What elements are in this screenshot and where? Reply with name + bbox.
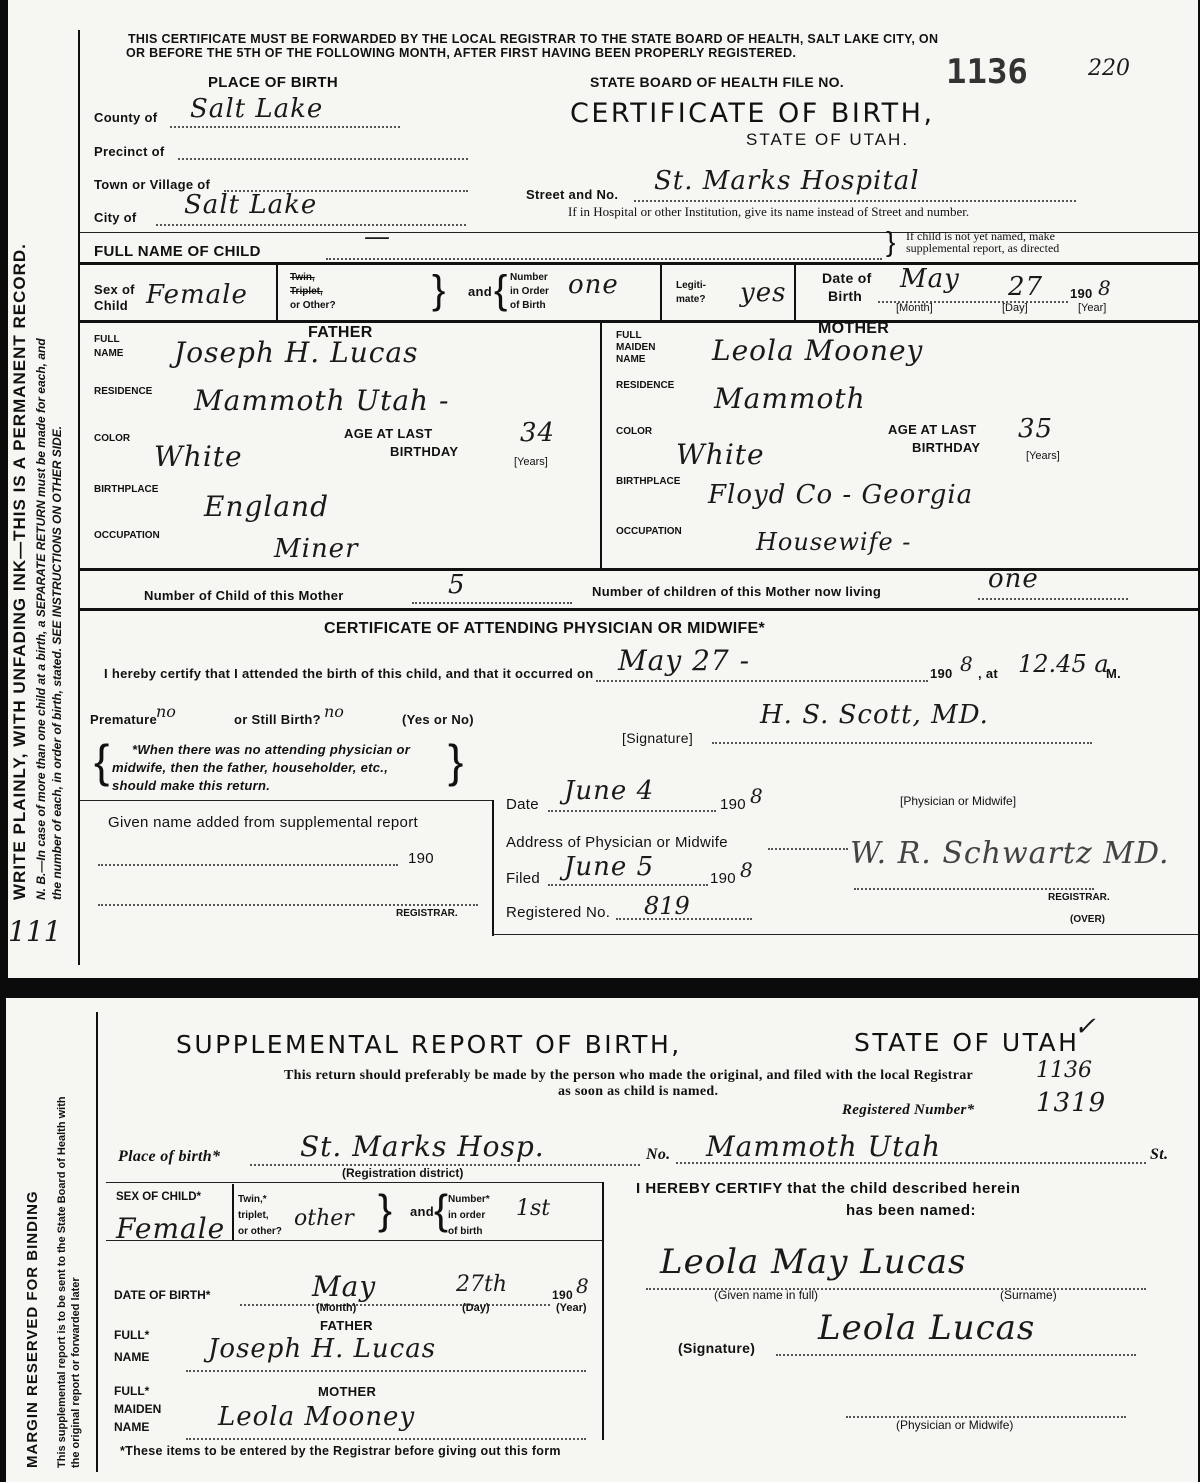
physician-heading: CERTIFICATE OF ATTENDING PHYSICIAN OR MIDWIFE* [324,620,766,637]
place-value: St. Marks Hosp. [300,1130,545,1163]
corner-mark: 111 [8,915,62,948]
check-mark: ✓ [1074,1012,1097,1042]
father-heading: FATHER [308,324,373,341]
dob-month-label: [Month] [896,302,933,314]
sup-order-value: 1st [516,1196,551,1221]
sup-twin-value: other [294,1206,354,1231]
precinct-label: Precinct of [94,144,165,159]
street-label: Street and No. [526,187,619,202]
hospital-note: If in Hospital or other Institution, give its name instead of Street and number. [568,204,970,219]
supplemental-file-number: 1136 [1036,1058,1092,1083]
filed-year: 8 [740,858,753,882]
sup-sex-label: SEX OF CHILD* [116,1191,201,1203]
place-label: Place of birth* [118,1148,221,1165]
father-age-label-1: AGE AT LAST [344,426,433,441]
father-color: White [154,440,243,473]
given-name-value: Leola May Lucas [660,1242,967,1282]
side-instruction-ink: WRITE PLAINLY, WITH UNFADING INK—THIS IS A PERMANENT RECORD. [10,243,29,900]
mother-birthplace: Floyd Co - Georgia [708,480,974,510]
dob-day: 27 [1008,272,1044,302]
side-instruction-nb-1: N. B.—In case of more than one child at a birth, a SEPARATE RETURN must be made for each, and [34,338,48,900]
sup-and-label: and [410,1204,435,1219]
premature-label: Premature [90,712,158,727]
sup-twin-brace: } [378,1186,393,1233]
father-name: Joseph H. Lucas [174,336,419,369]
order-label-1: Number [510,272,548,283]
still-birth-label: or Still Birth? [234,712,321,727]
dob-label-2: Birth [828,288,863,304]
father-color-label: COLOR [94,433,131,444]
side-margin-binding: MARGIN RESERVED FOR BINDING [24,1190,41,1468]
legit-label-2: mate? [676,294,706,305]
file-no-label: STATE BOARD OF HEALTH FILE NO. [590,74,844,90]
father-full-label: FULL [94,334,120,345]
mother-name-label: NAME [616,354,646,365]
father-birthplace-label: BIRTHPLACE [94,484,159,495]
full-name-value: — [364,222,391,252]
occurred-date: May 27 - [618,644,751,677]
father-occupation: Miner [274,534,359,564]
side-instruction-nb-2: the number of each, in order of birth, stated. SEE INSTRUCTIONS ON OTHER SIDE. [50,425,64,900]
sup-mother-full-label: FULL* [114,1384,150,1398]
surname-label: (Surname) [1000,1288,1057,1302]
mother-age-label-1: AGE AT LAST [888,422,977,437]
twin-label-2: Triplet, [290,286,323,297]
sup-physician-label: (Physician or Midwife) [896,1418,1014,1432]
sex-label-1: Sex of [94,282,135,297]
legit-label-1: Legiti- [676,280,706,291]
dob-year-label: [Year] [1078,302,1107,314]
dob-year-prefix: 190 [1070,286,1093,301]
father-occupation-label: OCCUPATION [94,530,160,541]
street-value: St. Marks Hospital [654,166,920,196]
date-year: 8 [750,784,763,808]
sup-twin-2: triplet, [238,1210,269,1221]
twin-brace: } [432,268,446,312]
registered-number-label: Registered Number* [842,1102,975,1118]
sup-mother-heading: MOTHER [318,1384,377,1399]
sup-twin-1: Twin,* [238,1194,267,1205]
num-living-label: Number of children of this Mother now living [592,584,882,599]
sup-order-3: of birth [448,1226,483,1237]
twin-label-3: or Other? [290,300,336,311]
supplemental-footer: *These items to be entered by the Registrar before giving out this form [120,1444,561,1458]
still-birth-value: no [324,702,344,721]
order-brace: { [494,268,508,312]
mother-residence-label: RESIDENCE [616,380,675,391]
dob-day-label: [Day] [1002,302,1028,314]
sex-label-2: Child [94,298,128,313]
sup-order-brace: { [434,1186,449,1233]
sup-father-heading: FATHER [320,1318,373,1333]
mother-years-label: [Years] [1026,450,1060,462]
mother-age: 35 [1018,414,1054,444]
not-named-note-1: If child is not yet named, make [906,229,1055,243]
yes-no-label: (Yes or No) [402,712,474,727]
place-of-birth-heading: PLACE OF BIRTH [208,74,339,91]
st-label: St. [1150,1146,1169,1163]
full-name-label: FULL NAME OF CHILD [94,243,261,260]
sup-mother-maiden-label: MAIDEN [114,1402,162,1416]
note-line-2: midwife, then the father, householder, etc., [112,760,389,775]
town-label: Town or Village of [94,177,211,192]
registered-number-value: 1319 [1036,1088,1107,1118]
registered-label: Registered No. [506,904,611,921]
mother-occupation-label: OCCUPATION [616,526,682,537]
num-child-value: 5 [448,570,466,600]
note-brace-left: { [94,735,110,787]
address-label: Address of Physician or Midwife [506,834,728,851]
date-label: Date [506,796,539,813]
sup-dob-year: 8 [576,1274,589,1298]
registered-value: 819 [644,892,690,920]
legit-value: yes [740,278,787,308]
note-line-3: should make this return. [112,778,271,793]
sup-dob-day: 27th [456,1272,508,1297]
sup-dob-year-prefix: 190 [552,1288,573,1302]
given-added-label: Given name added from supplemental report [108,814,418,831]
order-label-3: of Birth [510,300,546,311]
mother-residence: Mammoth [714,382,866,415]
dob-year: 8 [1098,276,1111,300]
no-value: Mammoth Utah [706,1130,942,1163]
mother-color: White [676,438,765,471]
given-name-label: (Given name in full) [714,1288,819,1302]
side-note-2: the original report or forwarded later [70,1277,82,1468]
sup-dob-month: May [312,1270,377,1303]
dob-label-1: Date of [822,270,872,286]
not-named-note-2: supplemental report, as directed [906,241,1060,255]
sup-signature-value: Leola Lucas [818,1308,1036,1348]
father-age-label-2: BIRTHDAY [390,444,459,459]
sup-signature-label: (Signature) [678,1340,756,1356]
filed-value: June 5 [564,852,655,882]
father-years-label: [Years] [514,456,548,468]
time-value: 12.45 a [1018,650,1109,678]
father-birthplace: England [204,490,330,523]
sup-dob-label: DATE OF BIRTH* [114,1288,211,1302]
occurred-year: 8 [960,652,973,676]
county-value: Salt Lake [190,94,324,124]
father-name-label: NAME [94,348,124,359]
num-child-label: Number of Child of this Mother [144,588,344,603]
city-label: City of [94,210,137,225]
sup-mother-name-label: NAME [114,1420,150,1434]
city-value: Salt Lake [184,190,318,220]
county-label: County of [94,110,158,125]
mother-heading: MOTHER [818,320,890,337]
m-label: M. [1106,666,1122,681]
father-residence: Mammoth Utah - [194,384,450,417]
left-border [78,30,80,965]
order-value: one [568,270,619,300]
brace-name: } [886,226,896,257]
registrar-signature: W. R. Schwartz MD. [850,836,1170,871]
registrar-label-right: REGISTRAR. [1048,892,1110,903]
mother-occupation: Housewife - [756,528,912,556]
sex-value: Female [146,280,248,310]
signature-label: [Signature] [622,730,694,746]
mother-age-label-2: BIRTHDAY [912,440,981,455]
occurred-year-prefix: 190 [930,666,953,681]
certify-text: I hereby certify that I attended the birth of this child, and that it occurred on [104,666,594,681]
over-label: (OVER) [1070,914,1105,925]
num-living-value: one [988,564,1039,594]
note-line-1: *When there was no attending physician or [132,742,411,757]
mother-color-label: COLOR [616,426,653,437]
date-value: June 4 [564,776,655,806]
sup-month-label: (Month) [316,1302,357,1314]
given-190: 190 [408,850,434,867]
mother-full-label: FULL [616,330,642,341]
dob-month: May [900,264,960,294]
father-age: 34 [520,418,556,448]
sup-father-name-label: NAME [114,1350,150,1364]
supplemental-state: STATE OF UTAH [854,1028,1080,1057]
certificate-subtitle: STATE OF UTAH. [746,130,910,149]
registration-district-label: (Registration district) [342,1166,464,1180]
sup-twin-3: or other? [238,1226,282,1237]
mother-name: Leola Mooney [712,334,924,367]
mother-birthplace-label: BIRTHPLACE [616,476,681,487]
side-note-1: This supplemental report is to be sent to the State Board of Health with [56,1096,68,1468]
sup-day-label: (Day) [462,1302,490,1314]
no-label: No. [646,1146,671,1163]
sup-mother-name: Leola Mooney [218,1402,416,1432]
physician-or-midwife-label: [Physician or Midwife] [900,794,1017,808]
father-residence-label: RESIDENCE [94,386,153,397]
at-label: , at [978,666,998,681]
supplemental-note-1: This return should preferably be made by the person who made the original, and filed with the local Registrar [284,1068,974,1083]
mother-maiden-label: MAIDEN [616,342,656,353]
sup-sex-value: Female [116,1212,226,1245]
registrar-label-left: REGISTRAR. [396,908,458,919]
supplemental-note-2: as soon as child is named. [558,1084,719,1099]
note-brace-right: } [448,735,464,787]
birth-certificate [8,0,1198,978]
sup-father-full-label: FULL* [114,1328,150,1342]
sup-father-name: Joseph H. Lucas [208,1334,437,1364]
file-no-value: 1136 [946,52,1028,92]
certificate-title: CERTIFICATE OF BIRTH, [570,98,935,129]
top-notice-1: THIS CERTIFICATE MUST BE FORWARDED BY THE LOCAL REGISTRAR TO THE STATE BOARD OF HEALTH, SALT LAKE CITY, ON [128,32,939,46]
order-label-2: in Order [510,286,549,297]
and-label: and [468,284,493,299]
sup-order-1: Number* [448,1194,490,1205]
top-notice-2: OR BEFORE THE 5TH OF THE FOLLOWING MONTH, AFTER FIRST HAVING BEEN PROPERLY REGISTERED. [126,46,797,60]
filed-year-prefix: 190 [710,870,736,887]
filed-label: Filed [506,870,541,887]
supplemental-title: SUPPLEMENTAL REPORT OF BIRTH, [176,1030,682,1059]
sup-certify-2: has been named: [846,1202,977,1219]
date-year-prefix: 190 [720,796,746,813]
supplemental-report [6,998,1198,1482]
twin-label-1: Twin, [290,272,315,283]
sup-year-label: (Year) [556,1302,587,1314]
physician-signature: H. S. Scott, MD. [760,700,989,730]
file-mark: 220 [1088,56,1130,81]
sup-certify-1: I HEREBY CERTIFY that the child described herein [636,1180,1021,1197]
premature-value: no [156,702,176,721]
sup-order-2: in order [448,1210,486,1221]
